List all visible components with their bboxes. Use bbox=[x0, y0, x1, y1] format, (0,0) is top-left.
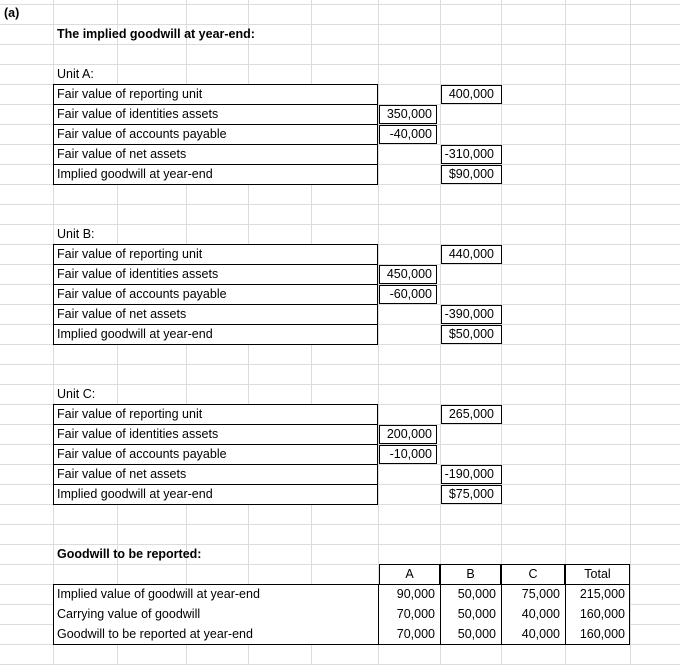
mid-value[interactable]: 350,000 bbox=[386, 107, 432, 121]
reported-value[interactable]: 215,000 bbox=[579, 587, 625, 601]
gridline-horizontal bbox=[0, 44, 680, 45]
row-label[interactable]: Implied goodwill at year-end bbox=[57, 487, 213, 501]
part-label[interactable]: (a) bbox=[4, 6, 20, 20]
reported-value[interactable]: 40,000 bbox=[521, 607, 560, 621]
reported-row-label[interactable]: Goodwill to be reported at year-end bbox=[57, 627, 253, 641]
unit-name[interactable]: Unit C: bbox=[57, 387, 96, 401]
row-label[interactable]: Implied goodwill at year-end bbox=[57, 167, 213, 181]
right-value[interactable]: $75,000 bbox=[448, 487, 494, 501]
right-value[interactable]: $50,000 bbox=[448, 327, 494, 341]
reported-value[interactable]: 75,000 bbox=[521, 587, 560, 601]
col-header-b[interactable]: B bbox=[466, 567, 475, 581]
right-value[interactable]: -310,000 bbox=[444, 147, 494, 161]
row-label[interactable]: Fair value of reporting unit bbox=[57, 87, 203, 101]
reported-row-label[interactable]: Carrying value of goodwill bbox=[57, 607, 201, 621]
reported-title[interactable]: Goodwill to be reported: bbox=[57, 547, 202, 561]
reported-value[interactable]: 90,000 bbox=[396, 587, 435, 601]
gridline-horizontal bbox=[0, 384, 680, 385]
unit-name[interactable]: Unit A: bbox=[57, 67, 94, 81]
row-label[interactable]: Implied goodwill at year-end bbox=[57, 327, 213, 341]
reported-value[interactable]: 50,000 bbox=[457, 627, 496, 641]
reported-value[interactable]: 160,000 bbox=[579, 627, 625, 641]
right-value[interactable]: 440,000 bbox=[448, 247, 494, 261]
reported-value[interactable]: 40,000 bbox=[521, 627, 560, 641]
gridline-horizontal bbox=[0, 364, 680, 365]
gridline-horizontal bbox=[0, 224, 680, 225]
row-label[interactable]: Fair value of net assets bbox=[57, 467, 187, 481]
mid-value[interactable]: -10,000 bbox=[389, 447, 432, 461]
row-label[interactable]: Fair value of accounts payable bbox=[57, 447, 227, 461]
row-label[interactable]: Fair value of identities assets bbox=[57, 267, 219, 281]
gridline-vertical bbox=[630, 0, 631, 665]
col-header-c[interactable]: C bbox=[528, 567, 538, 581]
mid-value[interactable]: 450,000 bbox=[386, 267, 432, 281]
gridline-horizontal bbox=[0, 524, 680, 525]
col-header-a[interactable]: A bbox=[405, 567, 414, 581]
reported-value[interactable]: 50,000 bbox=[457, 607, 496, 621]
reported-value[interactable]: 70,000 bbox=[396, 607, 435, 621]
right-value[interactable]: $90,000 bbox=[448, 167, 494, 181]
row-label[interactable]: Fair value of net assets bbox=[57, 147, 187, 161]
right-value[interactable]: 400,000 bbox=[448, 87, 494, 101]
gridline-horizontal bbox=[0, 204, 680, 205]
unit-name[interactable]: Unit B: bbox=[57, 227, 95, 241]
right-value[interactable]: -390,000 bbox=[444, 307, 494, 321]
row-label[interactable]: Fair value of reporting unit bbox=[57, 407, 203, 421]
reported-value[interactable]: 160,000 bbox=[579, 607, 625, 621]
gridline-horizontal bbox=[0, 4, 680, 5]
gridline-horizontal bbox=[0, 64, 680, 65]
row-label[interactable]: Fair value of reporting unit bbox=[57, 247, 203, 261]
row-label[interactable]: Fair value of net assets bbox=[57, 307, 187, 321]
col-header-total[interactable]: Total bbox=[584, 567, 611, 581]
section-title[interactable]: The implied goodwill at year-end: bbox=[57, 27, 255, 41]
row-label[interactable]: Fair value of accounts payable bbox=[57, 287, 227, 301]
reported-value[interactable]: 70,000 bbox=[396, 627, 435, 641]
row-label[interactable]: Fair value of identities assets bbox=[57, 107, 219, 121]
reported-value[interactable]: 50,000 bbox=[457, 587, 496, 601]
row-label[interactable]: Fair value of identities assets bbox=[57, 427, 219, 441]
right-value[interactable]: -190,000 bbox=[444, 467, 494, 481]
reported-row-label[interactable]: Implied value of goodwill at year-end bbox=[57, 587, 260, 601]
right-value[interactable]: 265,000 bbox=[448, 407, 494, 421]
row-label[interactable]: Fair value of accounts payable bbox=[57, 127, 227, 141]
mid-value[interactable]: -60,000 bbox=[389, 287, 432, 301]
mid-value[interactable]: -40,000 bbox=[389, 127, 432, 141]
mid-value[interactable]: 200,000 bbox=[386, 427, 432, 441]
